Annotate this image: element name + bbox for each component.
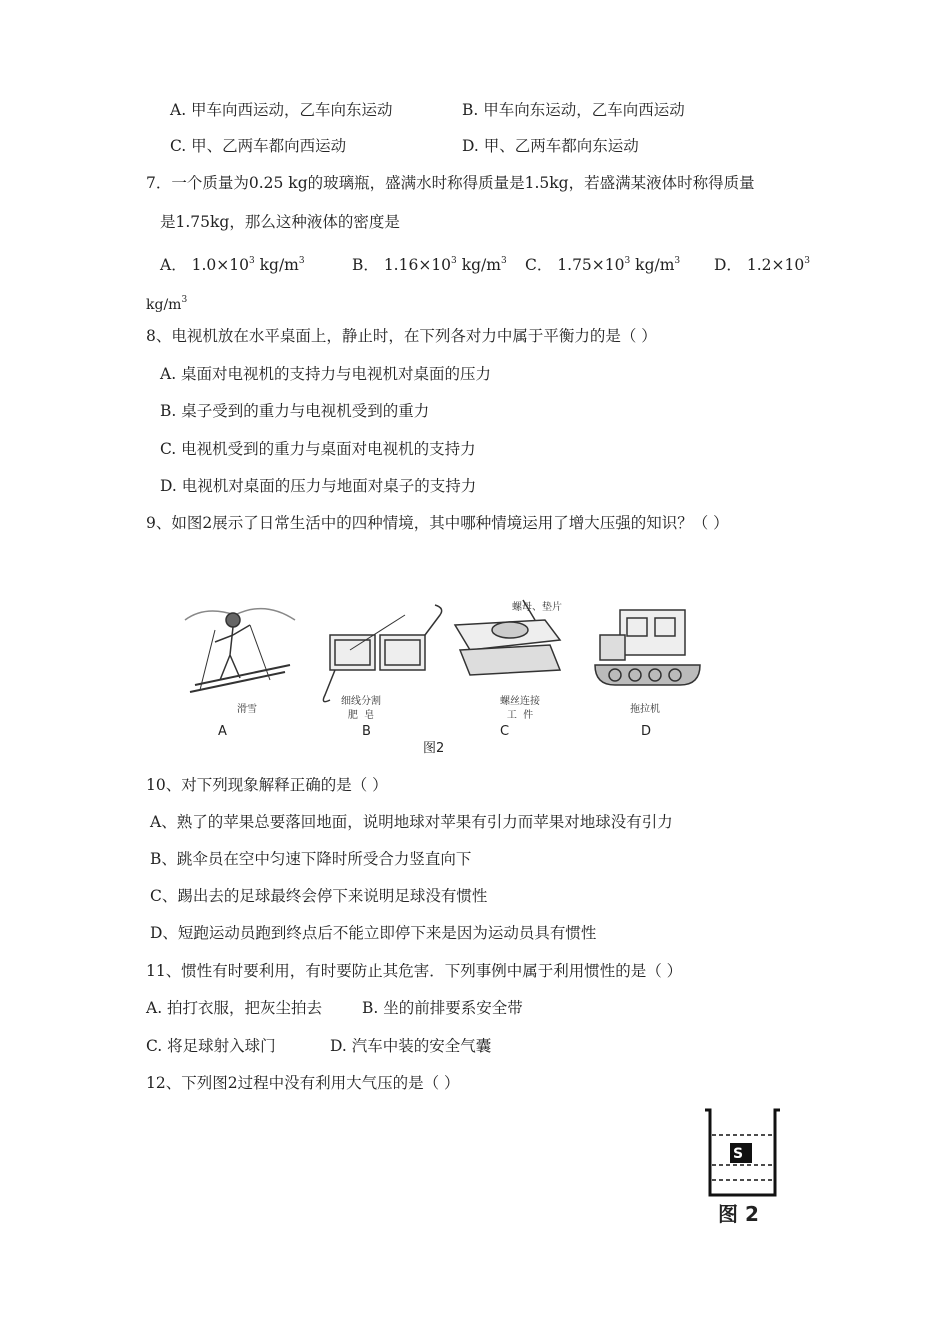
q10-stem: 10、对下列现象解释正确的是（ ） <box>146 776 388 794</box>
q10-option-a: A、熟了的苹果总要落回地面，说明地球对苹果有引力而苹果对地球没有引力 <box>150 813 673 831</box>
q9-label-a: A <box>218 724 227 739</box>
q6-option-c: C. 甲、乙两车都向西运动 <box>170 137 347 155</box>
skier-illustration <box>185 609 295 692</box>
beaker-block-label: S <box>733 1146 744 1162</box>
q7-option-d: D． $1.2\times 10^3$ <box>714 256 810 274</box>
soap-cutting-illustration <box>323 605 441 702</box>
q9-label-d: D <box>641 724 652 739</box>
q10-option-c: C、踢出去的足球最终会停下来说明足球没有惯性 <box>150 887 488 905</box>
q8-option-b: B. 桌子受到的重力与电视机受到的重力 <box>160 402 430 420</box>
q7-option-d-unit: $kg/m^3$ <box>146 295 188 313</box>
q11-option-c: C. 将足球射入球门 <box>146 1037 276 1055</box>
q9-caption-b: 细线分割 肥 皂 <box>341 696 381 721</box>
q9-caption-c: 螺丝连接 工 件 <box>500 696 540 721</box>
q9-caption-a: 滑雪 <box>237 704 257 715</box>
q8-stem: 8、电视机放在水平桌面上，静止时，在下列各对力中属于平衡力的是（ ） <box>146 327 657 345</box>
q7-option-c: C． $1.75\times 10^3$ $kg/m^3$ <box>525 256 681 274</box>
q10-option-d: D、短跑运动员跑到终点后不能立即停下来是因为运动员具有惯性 <box>150 924 597 942</box>
q11-option-d: D. 汽车中装的安全气囊 <box>330 1037 492 1055</box>
q7-option-b: B． $1.16\times 10^3$ $kg/m^3$ <box>352 256 507 274</box>
q6-option-a: A. 甲车向西运动，乙车向东运动 <box>170 101 393 119</box>
q11-option-b: B. 坐的前排要系安全带 <box>362 999 523 1017</box>
q11-stem: 11、惯性有时要利用，有时要防止其危害．下列事例中属于利用惯性的是（ ） <box>146 962 683 980</box>
q11-option-a: A. 拍打衣服，把灰尘拍去 <box>146 999 323 1017</box>
q7-stem-line2: 是1.75kg，那么这种液体的密度是 <box>160 213 400 231</box>
tractor-illustration <box>595 610 700 685</box>
q6-option-b: B. 甲车向东运动，乙车向西运动 <box>462 101 685 119</box>
q7-option-a: A． $1.0\times 10^3$ $kg/m^3$ <box>160 256 305 274</box>
q7-stem-line1: 7．一个质量为0.25 kg的玻璃瓶，盛满水时称得质量是1.5kg，若盛满某液体时称得质量 <box>146 174 755 192</box>
q10-option-b: B、跳伞员在空中匀速下降时所受合力竖直向下 <box>150 850 472 868</box>
q8-option-a: A. 桌面对电视机的支持力与电视机对桌面的压力 <box>160 365 492 383</box>
q9-caption-d: 拖拉机 <box>630 704 660 715</box>
q6-option-d: D. 甲、乙两车都向东运动 <box>462 137 639 155</box>
q9-caption-c-note: 螺母、垫片 <box>512 602 562 613</box>
q9-label-b: B <box>362 724 371 739</box>
q8-option-c: C. 电视机受到的重力与桌面对电视机的支持力 <box>160 440 476 458</box>
q8-option-d: D. 电视机对桌面的压力与地面对桌子的支持力 <box>160 477 477 495</box>
q12-figure-title: 图 2 <box>718 1202 759 1226</box>
q9-figure-title: 图2 <box>423 741 445 756</box>
q9-label-c: C <box>500 724 510 739</box>
q12-stem: 12、下列图2过程中没有利用大气压的是（ ） <box>146 1074 460 1092</box>
q9-stem: 9、如图2展示了日常生活中的四种情境，其中哪种情境运用了增大压强的知识？（ ） <box>146 514 729 532</box>
